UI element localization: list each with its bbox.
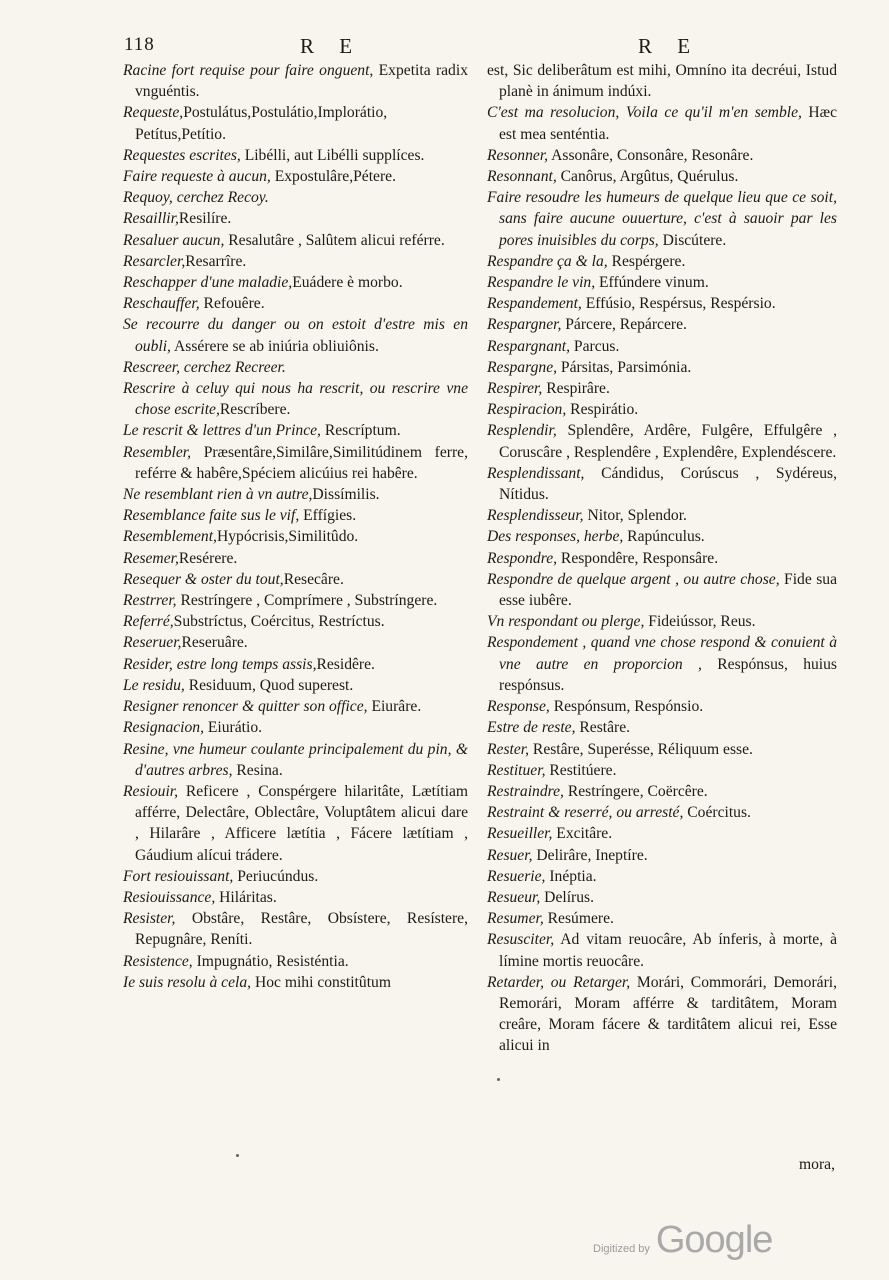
dictionary-entry (123, 526, 468, 547)
french-headword: Ie suis resolu à cela, (123, 973, 252, 991)
latin-translation: Præsentâre,Similâre,Similitúdinem ferre, reférre & habêre,Spéciem alicúius rei habêre. (135, 443, 468, 482)
french-headword: Requeste, (123, 104, 184, 122)
latin-translation: est, Sic deliberâtum est mihi, Omníno ita decréui, Istud planè in ánimum indúxi. (487, 62, 837, 101)
french-headword: Respandre le vin, (487, 274, 596, 292)
latin-translation: Rescríptum. (320, 422, 401, 440)
dictionary-entry (487, 972, 837, 1057)
dictionary-entry (487, 505, 837, 526)
latin-translation: Restríngere, Coërcêre. (563, 782, 708, 800)
french-headword: Resider, estre long temps assis, (123, 655, 317, 673)
dictionary-entry (123, 230, 468, 251)
digitized-label: Digitized by (593, 1243, 650, 1255)
latin-translation: Respónsus, huius respónsus. (499, 655, 838, 694)
latin-translation: Hiláritas. (215, 888, 277, 906)
latin-translation: Pársitas, Parsimónia. (557, 358, 692, 376)
french-headword: Rescrire à celuy qui nous ha rescrit, ou rescrire vne chose escrite, (123, 380, 468, 419)
latin-translation: Restâre. (575, 719, 631, 737)
dictionary-entry (123, 781, 468, 866)
digitized-watermark (593, 1219, 772, 1262)
latin-translation: Resilíre. (178, 210, 232, 228)
latin-translation: Resecâre. (283, 570, 344, 588)
french-headword: Referré, (123, 613, 174, 631)
french-headword: Requoy, cerchez Recoy. (123, 189, 269, 207)
french-headword: Reschauffer, (123, 295, 200, 313)
french-headword: Resiouissance, (123, 888, 216, 906)
latin-translation: Resarrîre. (185, 252, 247, 270)
dictionary-entry (123, 908, 468, 950)
latin-translation: Residêre. (316, 655, 375, 673)
french-headword: Reschapper d'une maladie, (123, 274, 293, 292)
latin-translation: Morári, Commorári, Demorári, Remorári, Moram afférre & tarditâtem, Moram creâre, Moram fácere & tarditâtem alicui rei, Esse alicui in (499, 973, 837, 1055)
dictionary-entry (123, 60, 468, 102)
latin-translation: Hoc mihi constitûtum (251, 973, 391, 991)
french-headword: Resignacion, (123, 719, 204, 737)
dictionary-entry (487, 632, 837, 696)
french-headword: Resonner, (487, 146, 549, 164)
left-column (123, 60, 468, 993)
dictionary-entry (487, 781, 837, 802)
dictionary-entry (487, 187, 837, 251)
dictionary-entry (123, 548, 468, 569)
latin-translation: Delírus. (540, 888, 594, 906)
french-headword: Resplendisseur, (487, 507, 584, 525)
dictionary-entry (487, 272, 837, 293)
french-headword: C'est ma resolucion, Voila ce qu'il m'en semble, (487, 104, 802, 122)
dictionary-entry (487, 251, 837, 272)
dictionary-entry (123, 739, 468, 781)
latin-translation: Splendêre, Ardêre, Fulgêre, Effulgêre , Coruscâre , Resplendêre , Explendêre, Explendéscere. (499, 422, 837, 461)
latin-translation: Respondêre, Responsâre. (557, 549, 719, 567)
dictionary-entry (487, 802, 837, 823)
french-headword: Resaillir, (123, 210, 179, 228)
latin-translation: Respirátio. (566, 401, 639, 419)
french-headword: Le residu, (123, 676, 185, 694)
google-logo: Google (655, 1219, 773, 1261)
dictionary-entry (123, 208, 468, 229)
french-headword: Resplendir, (487, 422, 557, 440)
dictionary-entry (123, 887, 468, 908)
dictionary-entry (123, 357, 468, 378)
latin-translation: Cándidus, Corúscus , Sydéreus, Nítidus. (499, 464, 837, 504)
latin-translation: Ad vitam reuocâre, Ab ínferis, à morte, à límine mortis reuocâre. (499, 931, 837, 970)
french-headword: Fort resiouissant, (123, 867, 234, 885)
latin-translation: Restríngere , Comprímere , Substríngere. (176, 592, 438, 610)
latin-translation: Respirâre. (542, 380, 610, 398)
french-headword: Resueiller, (487, 825, 553, 843)
latin-translation: Resalutâre , Salûtem alicui reférre. (224, 231, 445, 249)
french-headword: Resigner renoncer & quitter son office, (123, 698, 368, 716)
latin-translation: Reseruâre. (181, 634, 248, 652)
french-headword: Resistence, (123, 952, 193, 970)
latin-translation: Discútere. (658, 231, 727, 249)
dictionary-entry (123, 166, 468, 187)
french-headword: Restraindre, (487, 782, 564, 800)
latin-translation: Effúsio, Respérsus, Respérsio. (581, 295, 776, 313)
dictionary-entry (487, 378, 837, 399)
dictionary-entry (487, 866, 837, 887)
french-headword: Requestes escrites, (123, 146, 241, 164)
latin-translation: Effúndere vinum. (595, 274, 709, 292)
dictionary-entry (487, 739, 837, 760)
latin-translation: Libélli, aut Libélli supplíces. (240, 146, 425, 164)
right-column (487, 60, 837, 1057)
dictionary-entry (487, 929, 837, 971)
dictionary-entry (123, 951, 468, 972)
dictionary-entry (487, 717, 837, 738)
left-running-head: R E (300, 34, 363, 58)
latin-translation: Excitâre. (552, 825, 613, 843)
french-headword: Reseruer, (123, 634, 182, 652)
french-headword: Resister, (123, 910, 176, 928)
ink-speck (497, 1078, 500, 1081)
french-headword: Resaluer aucun, (123, 231, 225, 249)
dictionary-entry (487, 314, 837, 335)
dictionary-entry (487, 293, 837, 314)
latin-translation: Expetita radix vnguéntis. (135, 62, 468, 101)
latin-translation: Nitor, Splendor. (583, 507, 687, 525)
french-headword: Ne resemblant rien à vn autre, (123, 486, 313, 504)
latin-translation: Postulátus,Postulátio,Implorátio, Petítus,Petítio. (135, 104, 388, 143)
dictionary-entry (487, 166, 837, 187)
dictionary-entry (123, 866, 468, 887)
french-headword: Resemblance faite sus le vif, (123, 507, 300, 525)
french-headword: Respiracion, (487, 401, 567, 419)
dictionary-entry (487, 548, 837, 569)
dictionary-entry (487, 696, 837, 717)
french-headword: Resonnant, (487, 168, 557, 186)
dictionary-entry (487, 611, 837, 632)
dictionary-entry (123, 675, 468, 696)
latin-translation: Rescríbere. (219, 401, 291, 419)
french-headword: Respargne, (487, 358, 558, 376)
latin-translation: Refouêre. (199, 295, 265, 313)
dictionary-entry (123, 102, 468, 144)
dictionary-entry (487, 887, 837, 908)
latin-translation: Hypócrisis,Similitûdo. (216, 528, 359, 546)
latin-translation: Dissímilis. (312, 486, 380, 504)
dictionary-entry (487, 336, 837, 357)
dictionary-entry (123, 484, 468, 505)
latin-translation: Fide sua esse iubêre. (499, 570, 837, 610)
french-headword: Respargnant, (487, 337, 571, 355)
french-headword: Resuer, (487, 846, 533, 864)
latin-translation: Canôrus, Argûtus, Quérulus. (556, 168, 739, 186)
latin-translation: Effígies. (299, 507, 357, 525)
latin-translation: Resúmere. (543, 910, 614, 928)
french-headword: Resusciter, (487, 931, 555, 949)
dictionary-entry (123, 505, 468, 526)
french-headword: Respondre de quelque argent , ou autre chose, (487, 570, 780, 588)
dictionary-entry (123, 632, 468, 653)
latin-translation: Inéptia. (545, 867, 597, 885)
french-headword: Vn respondant ou plerge, (487, 613, 645, 631)
dictionary-entry (487, 908, 837, 929)
dictionary-entry (123, 378, 468, 420)
dictionary-entry (487, 399, 837, 420)
dictionary-entry (123, 251, 468, 272)
dictionary-entry (123, 611, 468, 632)
french-headword: Rester, (487, 740, 530, 758)
dictionary-entry (123, 314, 468, 356)
dictionary-entry (487, 569, 837, 611)
dictionary-entry (123, 420, 468, 441)
dictionary-entry (123, 717, 468, 738)
french-headword: Retarder, ou Retarger, (487, 973, 631, 991)
latin-translation: Hæc est mea senténtia. (499, 104, 838, 143)
ink-speck (236, 1154, 239, 1157)
french-headword: Faire resoudre les humeurs de quelque lieu que ce soit, sans faire aucune ouuerture, c'est à sauoir par les pores inuisibles du corps, (487, 189, 837, 249)
latin-translation: Resina. (232, 761, 283, 779)
french-headword: Respandre ça & la, (487, 252, 608, 270)
french-headword: Le rescrit & lettres d'un Prince, (123, 422, 321, 440)
latin-translation: Obstâre, Restâre, Obsístere, Resístere, Repugnâre, Reníti. (135, 910, 468, 949)
latin-translation: Residuum, Quod superest. (184, 676, 354, 694)
french-headword: Resequer & oster du tout, (123, 570, 284, 588)
french-headword: Resemer, (123, 549, 179, 567)
latin-translation: Reficere , Conspérgere hilaritâte, Lætítiam afférre, Delectâre, Oblectâre, Voluptâtem alicui dare , Hilarâre , Afficere lætítia , Fácere lætítiam , Gáudium alícui trádere. (135, 782, 468, 864)
dictionary-entry (123, 272, 468, 293)
latin-translation: Delirâre, Ineptíre. (532, 846, 648, 864)
dictionary-entry (487, 463, 837, 505)
french-headword: Resarcler, (123, 252, 186, 270)
right-running-head: R E (638, 34, 701, 58)
dictionary-entry (123, 654, 468, 675)
dictionary-entry (487, 845, 837, 866)
french-headword: Resplendissant, (487, 464, 585, 482)
french-headword: Faire requeste à aucun, (123, 168, 271, 186)
dictionary-entry (123, 696, 468, 717)
french-headword: Estre de reste, (487, 719, 576, 737)
latin-translation: Respérgere. (607, 252, 686, 270)
french-headword: Respondement , quand vne chose respond & conuient à vne autre en proporcion , (487, 634, 837, 673)
dictionary-entry (123, 187, 468, 208)
page-number: 118 (124, 34, 155, 55)
french-headword: Restrrer, (123, 592, 177, 610)
dictionary-entry (123, 442, 468, 484)
latin-translation: Euádere è morbo. (292, 274, 403, 292)
latin-translation: Rapúnculus. (623, 528, 705, 546)
catchword: mora, (799, 1156, 835, 1173)
french-headword: Respondre, (487, 549, 558, 567)
latin-translation: Periucúndus. (233, 867, 319, 885)
latin-translation: Fideiússor, Reus. (644, 613, 756, 631)
french-headword: Resiouir, (123, 782, 179, 800)
latin-translation: Assérere se ab iniúria obliuiônis. (170, 337, 379, 355)
latin-translation: Assonâre, Consonâre, Resonâre. (548, 146, 754, 164)
french-headword: Resuerie, (487, 867, 546, 885)
latin-translation: Resérere. (178, 549, 238, 567)
latin-translation: Expostulâre,Pétere. (270, 168, 396, 186)
french-headword: Restraint & reserré, ou arresté, (487, 804, 684, 822)
dictionary-entry (123, 972, 468, 993)
dictionary-entry (123, 569, 468, 590)
latin-translation: Párcere, Repárcere. (561, 316, 687, 334)
french-headword: Des responses, herbe, (487, 528, 624, 546)
latin-translation: Eiurâre. (367, 698, 422, 716)
latin-translation: Eiurátio. (203, 719, 263, 737)
dictionary-entry (487, 60, 837, 102)
latin-translation: Respónsum, Respónsio. (549, 698, 704, 716)
french-headword: Restituer, (487, 761, 546, 779)
dictionary-entry (487, 145, 837, 166)
french-headword: Response, (487, 698, 550, 716)
latin-translation: Parcus. (570, 337, 620, 355)
french-headword: Resueur, (487, 888, 541, 906)
dictionary-entry (487, 102, 837, 144)
french-headword: Resine, vne humeur coulante principalement du pin, & d'autres arbres, (123, 740, 468, 779)
latin-translation: Impugnátio, Resisténtia. (192, 952, 349, 970)
dictionary-entry (123, 293, 468, 314)
dictionary-entry (487, 526, 837, 547)
french-headword: Racine fort requise pour faire onguent, (123, 62, 374, 79)
dictionary-entry (487, 420, 837, 462)
french-headword: Respargner, (487, 316, 562, 334)
latin-translation: Coércitus. (683, 804, 751, 822)
french-headword: Resembler, (123, 443, 191, 461)
latin-translation: Restâre, Superésse, Réliquum esse. (529, 740, 753, 758)
french-headword: Respandement, (487, 295, 582, 313)
french-headword: Respirer, (487, 380, 543, 398)
dictionary-entry (487, 357, 837, 378)
french-headword: Se recourre du danger ou on estoit d'estre mis en oubli, (123, 316, 468, 355)
french-headword: Resemblement, (123, 528, 217, 546)
dictionary-entry (123, 590, 468, 611)
french-headword: Rescreer, cerchez Recreer. (123, 358, 286, 376)
latin-translation: Substríctus, Coércitus, Restríctus. (173, 613, 385, 631)
french-headword: Resumer, (487, 910, 544, 928)
dictionary-entry (487, 760, 837, 781)
latin-translation: Restitúere. (545, 761, 617, 779)
dictionary-entry (487, 823, 837, 844)
dictionary-entry (123, 145, 468, 166)
